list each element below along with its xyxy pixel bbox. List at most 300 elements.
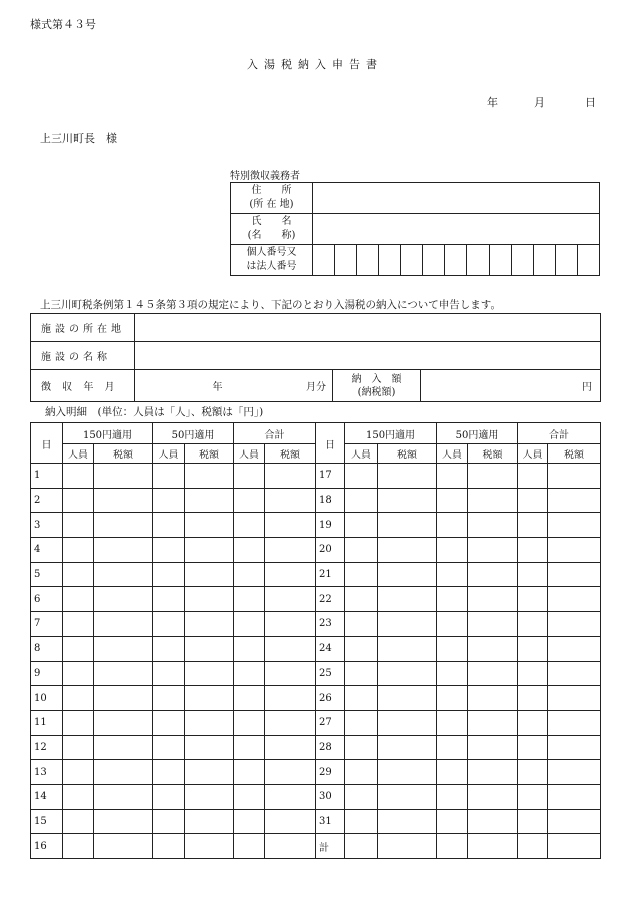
- people-cell[interactable]: [63, 735, 94, 760]
- people-cell[interactable]: [518, 587, 548, 612]
- declaration-statement: 上三川町税条例第１４５条第３項の規定により、下記のとおり入湯税の納入について申告します。: [40, 299, 501, 311]
- day-label: 23: [316, 612, 345, 637]
- tax-cell[interactable]: [468, 612, 518, 637]
- tax-cell[interactable]: [378, 464, 437, 489]
- tax-cell[interactable]: [468, 735, 518, 760]
- day-label: 10: [31, 686, 63, 711]
- id-digit-cell[interactable]: [379, 245, 401, 276]
- people-cell[interactable]: [234, 809, 265, 834]
- day-label: 30: [316, 784, 345, 809]
- day-label: 3: [31, 513, 63, 538]
- tax-cell[interactable]: [468, 636, 518, 661]
- id-digit-cell[interactable]: [555, 245, 577, 276]
- day-label: 24: [316, 636, 345, 661]
- people-cell[interactable]: [63, 612, 94, 637]
- details-caption: 納入明細 (単位：人員は「人」、税額は「円」): [45, 406, 264, 418]
- tax-cell[interactable]: [94, 735, 153, 760]
- people-cell[interactable]: [437, 735, 468, 760]
- people-cell[interactable]: [345, 488, 378, 513]
- people-header: 人員: [153, 444, 185, 464]
- people-cell[interactable]: [345, 636, 378, 661]
- tax-cell[interactable]: [185, 538, 234, 563]
- tax-cell[interactable]: [185, 562, 234, 587]
- payment-amount-label-line1: 納 入 額: [351, 373, 402, 385]
- tax-cell[interactable]: [265, 686, 316, 711]
- people-cell[interactable]: [234, 760, 265, 785]
- payment-amount-label: [333, 370, 421, 402]
- people-cell[interactable]: [518, 661, 548, 686]
- tax-cell[interactable]: [468, 809, 518, 834]
- id-digit-cell[interactable]: [423, 245, 445, 276]
- people-cell[interactable]: [153, 587, 185, 612]
- collection-period-label: 徴 収 年 月: [31, 370, 135, 402]
- tax-cell[interactable]: [185, 488, 234, 513]
- tax-cell[interactable]: [185, 809, 234, 834]
- tax-cell[interactable]: [468, 488, 518, 513]
- table-row: [31, 513, 601, 538]
- tax-cell[interactable]: [94, 809, 153, 834]
- tax-cell[interactable]: [378, 760, 437, 785]
- people-cell[interactable]: [234, 636, 265, 661]
- day-label: 11: [31, 710, 63, 735]
- people-cell[interactable]: [63, 636, 94, 661]
- facility-name-field[interactable]: [135, 342, 601, 370]
- people-cell[interactable]: [234, 710, 265, 735]
- tax-cell[interactable]: [468, 784, 518, 809]
- group-150-header-left: 150円適用: [63, 423, 153, 444]
- day-header-left: 日: [31, 423, 63, 464]
- tax-cell[interactable]: [265, 636, 316, 661]
- facility-location-label: 施設の所在地: [31, 314, 135, 342]
- people-cell[interactable]: [518, 834, 548, 859]
- facility-name-label: 施設の名称: [31, 342, 135, 370]
- tax-cell[interactable]: [548, 760, 601, 785]
- people-cell[interactable]: [234, 735, 265, 760]
- people-cell[interactable]: [345, 661, 378, 686]
- tax-header: 税額: [265, 444, 316, 464]
- people-cell[interactable]: [63, 760, 94, 785]
- tax-cell[interactable]: [185, 760, 234, 785]
- people-cell[interactable]: [345, 686, 378, 711]
- day-label: 27: [316, 710, 345, 735]
- payment-amount-field[interactable]: [421, 370, 601, 402]
- tax-cell[interactable]: [378, 488, 437, 513]
- people-cell[interactable]: [437, 587, 468, 612]
- tax-cell[interactable]: [548, 661, 601, 686]
- people-cell[interactable]: [153, 760, 185, 785]
- day-label: 18: [316, 488, 345, 513]
- name-label-line1: 氏 名: [251, 216, 292, 227]
- tax-cell[interactable]: [185, 612, 234, 637]
- day-label: 19: [316, 513, 345, 538]
- people-cell[interactable]: [345, 464, 378, 489]
- tax-cell[interactable]: [265, 661, 316, 686]
- address-field[interactable]: [313, 183, 600, 214]
- tax-cell[interactable]: [548, 809, 601, 834]
- people-cell[interactable]: [63, 809, 94, 834]
- people-cell[interactable]: [63, 661, 94, 686]
- people-cell[interactable]: [518, 784, 548, 809]
- day-label: 17: [316, 464, 345, 489]
- group-total-header-left: 合計: [234, 423, 316, 444]
- tax-cell[interactable]: [468, 760, 518, 785]
- id-digit-cell[interactable]: [335, 245, 357, 276]
- tax-cell[interactable]: [185, 587, 234, 612]
- people-cell[interactable]: [63, 464, 94, 489]
- tax-cell[interactable]: [548, 686, 601, 711]
- tax-cell[interactable]: [468, 710, 518, 735]
- period-year-field[interactable]: [135, 370, 231, 402]
- people-cell[interactable]: [345, 538, 378, 563]
- tax-cell[interactable]: [94, 686, 153, 711]
- people-cell[interactable]: [63, 513, 94, 538]
- tax-cell[interactable]: [265, 784, 316, 809]
- people-cell[interactable]: [153, 834, 185, 859]
- obligor-caption: 特別徴収義務者: [230, 171, 300, 182]
- tax-cell[interactable]: [548, 612, 601, 637]
- people-cell[interactable]: [518, 710, 548, 735]
- tax-cell[interactable]: [265, 538, 316, 563]
- people-cell[interactable]: [437, 710, 468, 735]
- tax-cell[interactable]: [94, 710, 153, 735]
- day-header-right: 日: [316, 423, 345, 464]
- people-cell[interactable]: [234, 562, 265, 587]
- table-row: [31, 587, 601, 612]
- tax-cell[interactable]: [94, 513, 153, 538]
- day-label: 8: [31, 636, 63, 661]
- id-digit-cell[interactable]: [533, 245, 555, 276]
- tax-cell[interactable]: [185, 710, 234, 735]
- tax-cell[interactable]: [185, 735, 234, 760]
- tax-cell[interactable]: [185, 686, 234, 711]
- period-month-field[interactable]: [231, 370, 333, 402]
- people-cell[interactable]: [437, 760, 468, 785]
- people-cell[interactable]: [437, 809, 468, 834]
- day-label: 28: [316, 735, 345, 760]
- day-label: 4: [31, 538, 63, 563]
- people-cell[interactable]: [234, 661, 265, 686]
- id-digit-cell[interactable]: [489, 245, 511, 276]
- people-cell[interactable]: [153, 784, 185, 809]
- id-digit-cell[interactable]: [511, 245, 533, 276]
- people-cell[interactable]: [437, 612, 468, 637]
- day-label: 31: [316, 809, 345, 834]
- tax-cell[interactable]: [265, 587, 316, 612]
- people-cell[interactable]: [153, 661, 185, 686]
- tax-header: 税額: [94, 444, 153, 464]
- tax-cell[interactable]: [378, 710, 437, 735]
- tax-cell[interactable]: [94, 587, 153, 612]
- people-cell[interactable]: [153, 464, 185, 489]
- tax-cell[interactable]: [468, 464, 518, 489]
- period-month-unit: 月分: [306, 382, 326, 393]
- table-row: [31, 710, 601, 735]
- people-cell[interactable]: [153, 735, 185, 760]
- group-150-header-right: 150円適用: [345, 423, 437, 444]
- table-row: [31, 562, 601, 587]
- tax-cell[interactable]: [378, 612, 437, 637]
- day-label: 5: [31, 562, 63, 587]
- table-row: [31, 661, 601, 686]
- people-cell[interactable]: [345, 834, 378, 859]
- tax-cell[interactable]: [265, 612, 316, 637]
- id-digit-cell[interactable]: [467, 245, 489, 276]
- tax-cell[interactable]: [94, 612, 153, 637]
- tax-cell[interactable]: [265, 710, 316, 735]
- group-50-header-right: 50円適用: [437, 423, 518, 444]
- tax-cell[interactable]: [548, 464, 601, 489]
- tax-cell[interactable]: [548, 636, 601, 661]
- date-month: 月: [534, 96, 545, 109]
- date-day: 日: [585, 96, 596, 109]
- tax-cell[interactable]: [265, 562, 316, 587]
- tax-cell[interactable]: [94, 562, 153, 587]
- tax-cell[interactable]: [185, 636, 234, 661]
- tax-cell[interactable]: [548, 735, 601, 760]
- tax-cell[interactable]: [468, 587, 518, 612]
- people-header: 人員: [63, 444, 94, 464]
- people-cell[interactable]: [234, 612, 265, 637]
- people-cell[interactable]: [345, 513, 378, 538]
- tax-cell[interactable]: [94, 488, 153, 513]
- people-cell[interactable]: [63, 538, 94, 563]
- tax-cell[interactable]: [378, 636, 437, 661]
- tax-cell[interactable]: [265, 735, 316, 760]
- tax-cell[interactable]: [548, 710, 601, 735]
- facility-location-field[interactable]: [135, 314, 601, 342]
- obligor-table: [230, 182, 600, 276]
- id-number-label-line1: 個人番号又: [246, 247, 297, 258]
- table-row: [31, 464, 601, 489]
- tax-cell[interactable]: [378, 513, 437, 538]
- tax-cell[interactable]: [265, 809, 316, 834]
- tax-cell[interactable]: [265, 834, 316, 859]
- tax-cell[interactable]: [94, 464, 153, 489]
- group-50-header-left: 50円適用: [153, 423, 234, 444]
- people-cell[interactable]: [518, 538, 548, 563]
- people-cell[interactable]: [437, 513, 468, 538]
- period-year-unit: 年: [212, 382, 223, 393]
- people-cell[interactable]: [234, 834, 265, 859]
- people-cell[interactable]: [518, 760, 548, 785]
- tax-cell[interactable]: [548, 784, 601, 809]
- people-cell[interactable]: [437, 488, 468, 513]
- tax-cell[interactable]: [378, 735, 437, 760]
- people-cell[interactable]: [153, 809, 185, 834]
- people-cell[interactable]: [345, 612, 378, 637]
- day-label: 29: [316, 760, 345, 785]
- people-cell[interactable]: [437, 464, 468, 489]
- day-label: 14: [31, 784, 63, 809]
- day-label: 20: [316, 538, 345, 563]
- people-cell[interactable]: [437, 661, 468, 686]
- tax-cell[interactable]: [548, 538, 601, 563]
- people-cell[interactable]: [518, 488, 548, 513]
- people-cell[interactable]: [437, 562, 468, 587]
- people-cell[interactable]: [153, 538, 185, 563]
- id-number-label-line2: は法人番号: [246, 261, 297, 272]
- tax-cell[interactable]: [378, 784, 437, 809]
- payment-details-table: [30, 422, 601, 859]
- table-row: [31, 760, 601, 785]
- people-cell[interactable]: [63, 587, 94, 612]
- tax-cell[interactable]: [378, 562, 437, 587]
- people-cell[interactable]: [518, 513, 548, 538]
- tax-cell[interactable]: [548, 834, 601, 859]
- tax-cell[interactable]: [265, 464, 316, 489]
- day-label: 計: [316, 834, 345, 859]
- tax-cell[interactable]: [468, 686, 518, 711]
- tax-cell[interactable]: [94, 538, 153, 563]
- people-cell[interactable]: [153, 710, 185, 735]
- tax-cell[interactable]: [378, 538, 437, 563]
- day-label: 21: [316, 562, 345, 587]
- tax-cell[interactable]: [548, 488, 601, 513]
- people-cell[interactable]: [437, 834, 468, 859]
- tax-cell[interactable]: [185, 784, 234, 809]
- tax-cell[interactable]: [468, 661, 518, 686]
- tax-cell[interactable]: [185, 661, 234, 686]
- day-label: 16: [31, 834, 63, 859]
- address-label: [231, 183, 313, 214]
- table-row: [31, 488, 601, 513]
- tax-cell[interactable]: [185, 834, 234, 859]
- day-label: 9: [31, 661, 63, 686]
- tax-cell[interactable]: [94, 661, 153, 686]
- id-digit-cell[interactable]: [357, 245, 379, 276]
- tax-cell[interactable]: [265, 513, 316, 538]
- id-digit-cell[interactable]: [313, 245, 335, 276]
- day-label: 6: [31, 587, 63, 612]
- people-cell[interactable]: [518, 809, 548, 834]
- people-cell[interactable]: [234, 686, 265, 711]
- day-label: 26: [316, 686, 345, 711]
- tax-cell[interactable]: [468, 562, 518, 587]
- tax-cell[interactable]: [548, 587, 601, 612]
- date-year: 年: [487, 96, 498, 109]
- tax-cell[interactable]: [94, 834, 153, 859]
- people-cell[interactable]: [234, 513, 265, 538]
- form-number: 様式第４３号: [30, 18, 96, 31]
- tax-cell[interactable]: [185, 464, 234, 489]
- table-row: [31, 834, 601, 859]
- tax-cell[interactable]: [378, 587, 437, 612]
- day-label: 1: [31, 464, 63, 489]
- people-cell[interactable]: [234, 464, 265, 489]
- tax-cell[interactable]: [185, 513, 234, 538]
- people-cell[interactable]: [234, 587, 265, 612]
- tax-cell[interactable]: [378, 686, 437, 711]
- people-cell[interactable]: [345, 562, 378, 587]
- people-cell[interactable]: [345, 809, 378, 834]
- day-label: 25: [316, 661, 345, 686]
- people-cell[interactable]: [518, 636, 548, 661]
- day-label: 2: [31, 488, 63, 513]
- facility-table: [30, 313, 601, 402]
- people-cell[interactable]: [345, 735, 378, 760]
- people-cell[interactable]: [63, 488, 94, 513]
- day-label: 15: [31, 809, 63, 834]
- people-cell[interactable]: [153, 636, 185, 661]
- payment-amount-label-line2: (納税額): [357, 386, 396, 398]
- tax-cell[interactable]: [468, 834, 518, 859]
- people-cell[interactable]: [437, 636, 468, 661]
- people-cell[interactable]: [153, 686, 185, 711]
- people-cell[interactable]: [153, 513, 185, 538]
- id-digit-cell[interactable]: [445, 245, 467, 276]
- people-cell[interactable]: [437, 686, 468, 711]
- people-cell[interactable]: [153, 612, 185, 637]
- tax-header: 税額: [468, 444, 518, 464]
- people-cell[interactable]: [518, 562, 548, 587]
- tax-cell[interactable]: [468, 538, 518, 563]
- people-cell[interactable]: [437, 538, 468, 563]
- day-label: 12: [31, 735, 63, 760]
- tax-header: 税額: [378, 444, 437, 464]
- tax-header: 税額: [185, 444, 234, 464]
- tax-cell[interactable]: [265, 760, 316, 785]
- tax-cell[interactable]: [94, 760, 153, 785]
- tax-cell[interactable]: [378, 661, 437, 686]
- people-cell[interactable]: [345, 587, 378, 612]
- people-cell[interactable]: [63, 834, 94, 859]
- people-header: 人員: [437, 444, 468, 464]
- tax-cell[interactable]: [378, 834, 437, 859]
- people-cell[interactable]: [63, 562, 94, 587]
- people-cell[interactable]: [153, 562, 185, 587]
- table-row: [31, 538, 601, 563]
- tax-cell[interactable]: [94, 636, 153, 661]
- people-header: 人員: [345, 444, 378, 464]
- people-header: 人員: [234, 444, 265, 464]
- people-cell[interactable]: [63, 710, 94, 735]
- address-label-line1: 住 所: [251, 185, 292, 196]
- name-label-line2: (名 称): [247, 230, 296, 241]
- people-cell[interactable]: [234, 538, 265, 563]
- id-digit-cell[interactable]: [577, 245, 599, 276]
- people-cell[interactable]: [518, 464, 548, 489]
- address-label-line2: (所 在 地): [249, 199, 294, 210]
- tax-header: 税額: [548, 444, 601, 464]
- people-cell[interactable]: [518, 735, 548, 760]
- tax-cell[interactable]: [548, 513, 601, 538]
- people-cell[interactable]: [345, 784, 378, 809]
- tax-cell[interactable]: [265, 488, 316, 513]
- people-cell[interactable]: [63, 686, 94, 711]
- people-header: 人員: [518, 444, 548, 464]
- id-digit-cell[interactable]: [401, 245, 423, 276]
- name-field[interactable]: [313, 214, 600, 245]
- day-label: 7: [31, 612, 63, 637]
- date-line: [487, 94, 596, 110]
- people-cell[interactable]: [345, 710, 378, 735]
- people-cell[interactable]: [518, 612, 548, 637]
- tax-cell[interactable]: [468, 513, 518, 538]
- group-total-header-right: 合計: [518, 423, 601, 444]
- people-cell[interactable]: [234, 784, 265, 809]
- people-cell[interactable]: [437, 784, 468, 809]
- tax-cell[interactable]: [378, 809, 437, 834]
- people-cell[interactable]: [63, 784, 94, 809]
- table-row: [31, 809, 601, 834]
- tax-cell[interactable]: [548, 562, 601, 587]
- tax-cell[interactable]: [94, 784, 153, 809]
- people-cell[interactable]: [234, 488, 265, 513]
- day-label: 22: [316, 587, 345, 612]
- people-cell[interactable]: [153, 488, 185, 513]
- people-cell[interactable]: [518, 686, 548, 711]
- people-cell[interactable]: [345, 760, 378, 785]
